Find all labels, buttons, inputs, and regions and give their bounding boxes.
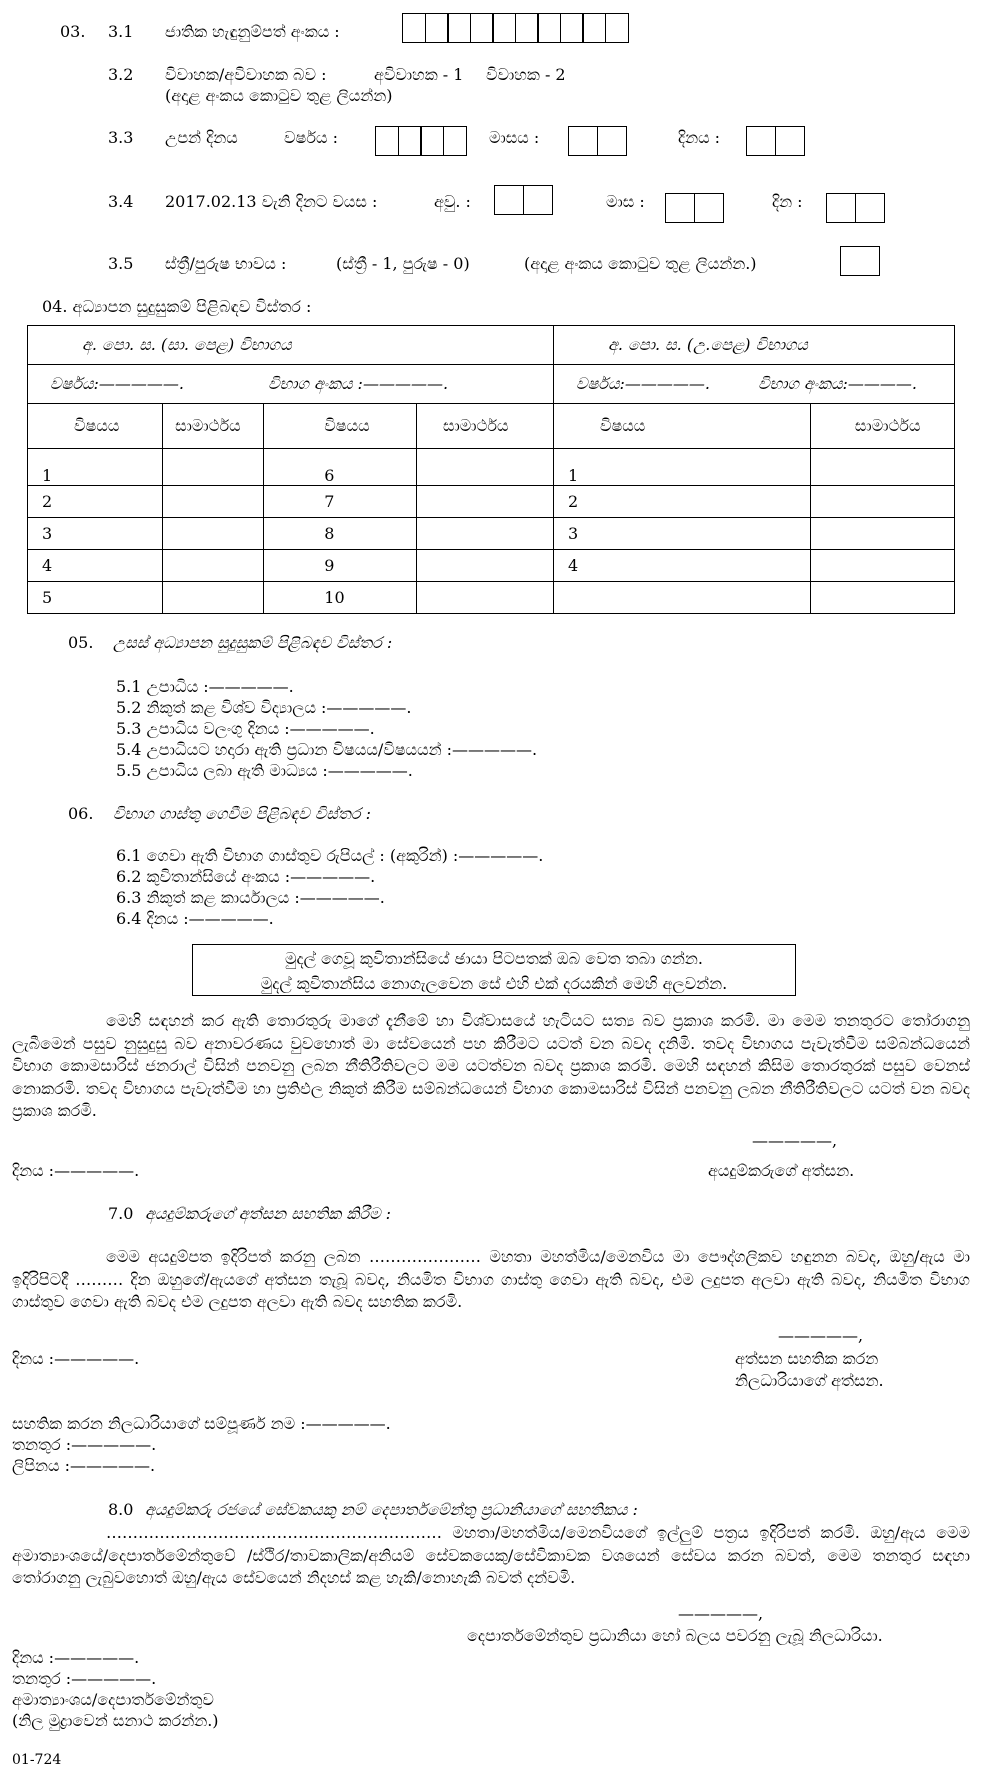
nic-number-boxes[interactable] xyxy=(402,13,629,43)
table-row xyxy=(28,550,955,582)
declaration-paragraph xyxy=(12,1010,970,1123)
receipt-notice-box xyxy=(192,944,796,996)
section-6-title: විභාග ගාස්තු ගෙවීම පිළිබඳව විස්තර : xyxy=(113,804,371,823)
grade-cell[interactable] xyxy=(163,518,264,550)
al-col-subject: විෂයය xyxy=(553,404,810,449)
department-head-paragraph xyxy=(12,1522,970,1590)
grade-cell[interactable] xyxy=(417,449,554,486)
s5-item-university[interactable]: 5.2 නිකුත් කළ විශ්ව විද්‍යාලය :—————. xyxy=(116,698,412,717)
section-4-title: 04. අධ්‍යාපන සුදුසුකම් පිළිබඳව විස්තර : xyxy=(42,297,312,316)
notice-line-1: මුදල් ගෙවූ කුවිතාන්සියේ ඡායා පිටපතක් ඔබ වෙත තබා ගන්න. xyxy=(285,949,703,968)
age-days-boxes[interactable] xyxy=(826,193,885,223)
al-empty-cell[interactable] xyxy=(553,582,810,614)
grade-cell[interactable] xyxy=(163,550,264,582)
q33-year-label: වර්ෂය : xyxy=(284,128,338,147)
q34-label: 2017.02.13 වැනි දිනට වයස : xyxy=(165,192,378,211)
table-row xyxy=(28,486,955,518)
q35-label: ස්ත්‍රී/පුරුෂ භාවය : xyxy=(165,254,287,273)
q34-number: 3.4 xyxy=(108,192,134,211)
ol-exam-title: අ. පො. ස. (සා. පෙළ) විභාගය xyxy=(28,326,554,365)
grade-cell[interactable] xyxy=(417,582,554,614)
certifier-signature-label-1: අත්සන සහතික කරන xyxy=(735,1349,879,1368)
ol-right-row-number: 9 xyxy=(264,550,417,582)
q32-option-married: විවාහක - 2 xyxy=(486,65,566,84)
ol-right-row-number: 7 xyxy=(264,486,417,518)
ol-year-field[interactable]: වර්ෂය:—————. xyxy=(50,374,184,393)
certification-text: මෙම අයදුම්පත ඉදිරිපත් කරනු ලබන ………………… මහතා මහත්මිය/මෙනවිය මා පෞද්ගලිකව හඳුනන බවද, ඔහු/ඇය මා ඉදිරිපිටදී ……… දින ඔහුගේ/ඇයගේ අත්සන තැබූ බවද, නියමිත විභාග ගාස්තු ගෙවා ඇති බවද, එම ලදුපත අලවා ඇති බවද, නියමිත විභාග ගාස්තුව ගෙවා ඇති බවද එම ලදුපත අලවා ඇති බවද සහතික කරමි. xyxy=(12,1247,970,1311)
grade-cell[interactable] xyxy=(163,582,264,614)
ol-col-pass-2: සාමාර්ථය xyxy=(417,404,554,449)
q35-options: (ස්ත්‍රී - 1, පුරුෂ - 0) xyxy=(336,254,470,273)
education-table xyxy=(27,325,955,614)
age-years-boxes[interactable] xyxy=(494,185,553,215)
section-8-title: අයදුම්කරු රජයේ සේවකයකු නම් දෙපාර්තමේන්තු ප්‍රධානියාගේ සහතිකය : xyxy=(145,1500,638,1519)
department-head-post[interactable]: තනතුර :—————. xyxy=(12,1669,157,1688)
certification-date[interactable]: දිනය :—————. xyxy=(12,1349,140,1368)
grade-cell[interactable] xyxy=(810,550,954,582)
al-col-pass: සාමාර්ථය xyxy=(810,404,954,449)
s6-item-receipt-number[interactable]: 6.2 කුවිතාන්සියේ අංකය :—————. xyxy=(116,867,376,886)
birth-day-boxes[interactable] xyxy=(746,126,805,156)
declaration-date[interactable]: දිනය :—————. xyxy=(12,1161,140,1180)
table-row xyxy=(28,449,955,486)
al-index-field[interactable]: විභාග අංකය:————. xyxy=(758,374,917,393)
certifier-address[interactable]: ලිපිනය :—————. xyxy=(12,1456,156,1475)
section-6-number: 06. xyxy=(68,804,94,823)
ministry-department[interactable]: අමාත්‍යාංශය/දෙපාර්තමේන්තුව xyxy=(12,1690,214,1709)
grade-cell[interactable] xyxy=(417,518,554,550)
s6-item-amount[interactable]: 6.1 ගෙවා ඇති විභාග ගාස්තුව රුපියල් : (අකුරින්) :—————. xyxy=(116,846,544,865)
q32-number: 3.2 xyxy=(108,65,134,84)
section-5-number: 05. xyxy=(68,633,94,652)
al-row-number: 3 xyxy=(553,518,810,550)
certifier-full-name[interactable]: සහතික කරන නිලධාරියාගේ සම්පූර්ණ නම :—————. xyxy=(12,1414,391,1433)
age-months-boxes[interactable] xyxy=(665,193,724,223)
ol-col-subject-2: විෂයය xyxy=(264,404,417,449)
s5-item-validity-date[interactable]: 5.3 උපාධිය වලංගු දිනය :—————. xyxy=(116,719,375,738)
table-row xyxy=(28,582,955,614)
certifier-post[interactable]: තනතුර :—————. xyxy=(12,1435,157,1454)
ol-right-row-number: 8 xyxy=(264,518,417,550)
al-row-number: 2 xyxy=(553,486,810,518)
grade-cell[interactable] xyxy=(417,550,554,582)
ol-col-subject-1: විෂයය xyxy=(28,404,163,449)
section-3-number: 03. xyxy=(60,22,86,41)
grade-cell[interactable] xyxy=(810,486,954,518)
s6-item-date[interactable]: 6.4 දිනය :—————. xyxy=(116,909,274,928)
grade-cell[interactable] xyxy=(810,518,954,550)
ol-left-row-number: 5 xyxy=(28,582,163,614)
gender-box[interactable] xyxy=(840,246,880,276)
q33-day-label: දිනය : xyxy=(678,128,721,147)
section-7-number: 7.0 xyxy=(108,1204,134,1223)
q31-number: 3.1 xyxy=(108,22,134,41)
q32-note: (අදාළ අංකය කොටුව තුළ ලියන්න) xyxy=(165,86,393,105)
al-row-number: 4 xyxy=(553,550,810,582)
declaration-text: මෙහි සඳහන් කර ඇති තොරතුරු මාගේ දැනීමේ හා විශ්වාසයේ හැටියට සත්‍ය බව ප්‍රකාශ කරමි. මා මෙම තනතුරට තෝරාගනු ලැබීමෙන් පසුව නුසුදුසු බව අනාවරණය වුවහොත් මා සේවයෙන් පහ කිරීමට යටත් වන බවද දනිමි. තවද විභාගය පැවැත්වීම සම්බන්ධයෙන් විභාග කොමසාරිස් ජනරාල් විසින් පනවනු ලබන නීතිරීතිවලට මම යටත්වන බවද ප්‍රකාශ කරමි. මෙහි සඳහන් කිසිම තොරතුරක් පසුව වෙනස් නොකරමි. තවද විභාගය පැවැත්වීම හා ප්‍රතිඵල නිකුත් කිරීම සම්බන්ධයෙන් විභාග කොමසාරිස් විසින් පනවනු ලබන නීතිරීතිවලට යටත් වන බවද ප්‍රකාශ කරමි. xyxy=(12,1011,970,1120)
section-8-number: 8.0 xyxy=(108,1500,134,1519)
grade-cell[interactable] xyxy=(810,449,954,486)
q34-days-label: දින : xyxy=(772,192,803,211)
al-exam-title: අ. පො. ස. (උ.පෙළ) විභාගය xyxy=(553,326,954,365)
q35-note: (අදාළ අංකය කොටුව තුළ ලියන්න.) xyxy=(524,254,757,273)
document-code: 01-724 xyxy=(12,1752,62,1768)
grade-cell[interactable] xyxy=(810,582,954,614)
ol-col-pass-1: සාමාර්ථය xyxy=(163,404,264,449)
certifier-signature-label-2: නිලධාරියාගේ අත්සන. xyxy=(735,1371,884,1390)
q33-month-label: මාසය : xyxy=(489,128,540,147)
ol-left-row-number: 2 xyxy=(28,486,163,518)
q32-label: විවාහක/අවිවාහක බව : xyxy=(165,65,327,84)
section-7-title: අයදුම්කරුගේ අත්සන සහතික කිරීම : xyxy=(145,1204,391,1223)
birth-month-boxes[interactable] xyxy=(568,126,627,156)
section-5-title: උසස් අධ්‍යාපන සුදුසුකම් පිළිබඳව විස්තර : xyxy=(113,633,393,652)
s5-item-medium[interactable]: 5.5 උපාධිය ලබා ඇති මාධ්‍යය :—————. xyxy=(116,761,413,780)
certifier-signature-line[interactable]: —————, xyxy=(778,1326,864,1345)
q33-number: 3.3 xyxy=(108,128,134,147)
applicant-signature-line[interactable]: —————, xyxy=(752,1131,838,1150)
grade-cell[interactable] xyxy=(417,486,554,518)
official-seal-note: (නිල මුද්‍රාවෙන් සනාථ කරන්න.) xyxy=(12,1711,219,1730)
grade-cell[interactable] xyxy=(163,449,264,486)
al-row-number: 1 xyxy=(553,449,810,486)
applicant-signature-label: අයදුම්කරුගේ අත්සන. xyxy=(708,1161,855,1180)
al-year-field[interactable]: වර්ෂය:—————. xyxy=(575,374,710,393)
department-head-signature-line[interactable]: —————, xyxy=(678,1604,764,1623)
ol-index-field[interactable]: විභාග අංකය :—————. xyxy=(268,374,449,393)
department-head-date[interactable]: දිනය :—————. xyxy=(12,1648,140,1667)
s6-item-issuing-office[interactable]: 6.3 නිකුත් කළ කාර්යාලය :—————. xyxy=(116,888,385,907)
table-row xyxy=(28,518,955,550)
ol-left-row-number: 4 xyxy=(28,550,163,582)
grade-cell[interactable] xyxy=(163,486,264,518)
department-head-signature-label: දෙපාර්තමේන්තුව ප්‍රධානියා හෝ බලය පවරනු ලැබූ නිලධාරියා. xyxy=(467,1626,883,1645)
notice-line-2: මුදල් කුවිතාන්සිය නොගැලවෙන සේ එහි එක් දරයකින් මෙහි අලවන්න. xyxy=(260,974,728,993)
ol-right-row-number: 10 xyxy=(264,582,417,614)
q31-label: ජාතික හැඳුනුම්පත් අංකය : xyxy=(165,22,340,41)
q35-number: 3.5 xyxy=(108,254,134,273)
s5-item-main-subjects[interactable]: 5.4 උපාධියට හදාරා ඇති ප්‍රධාන විෂයය/විෂයයන් :—————. xyxy=(116,740,538,759)
s5-item-degree[interactable]: 5.1 උපාධිය :—————. xyxy=(116,677,294,696)
certification-paragraph xyxy=(12,1246,970,1314)
ol-left-row-number: 3 xyxy=(28,518,163,550)
ol-right-row-number: 6 xyxy=(264,449,417,486)
department-head-text: ……………………………………………………… මහතා/මහත්මිය/මෙනවියගේ ඉල්ලුම් පත්‍රය ඉදිරිපත් කරමි. ඔහු/ඇය මෙම අමාත්‍යාංශයේ/දෙපාර්තමේන්තුවේ /ස්ථිර/තාවකාලික/අනියම් සේවකයෙකු/සේවිකාවක වශයෙන් සේවය කරන බවත්, මෙම තනතුර සඳහා තෝරාගනු ලැබුවහොත් ඔහු/ඇය සේවයෙන් නිදහස් කළ හැකි/නොහැකි බවත් දන්වමි. xyxy=(12,1523,970,1587)
q34-years-label: අවු. : xyxy=(434,192,471,211)
q33-label: උපන් දිනය xyxy=(165,128,238,147)
q34-months-label: මාස : xyxy=(606,192,645,211)
q32-option-unmarried: අවිවාහක - 1 xyxy=(374,65,464,84)
ol-left-row-number: 1 xyxy=(28,449,163,486)
birth-year-boxes[interactable] xyxy=(375,126,467,156)
